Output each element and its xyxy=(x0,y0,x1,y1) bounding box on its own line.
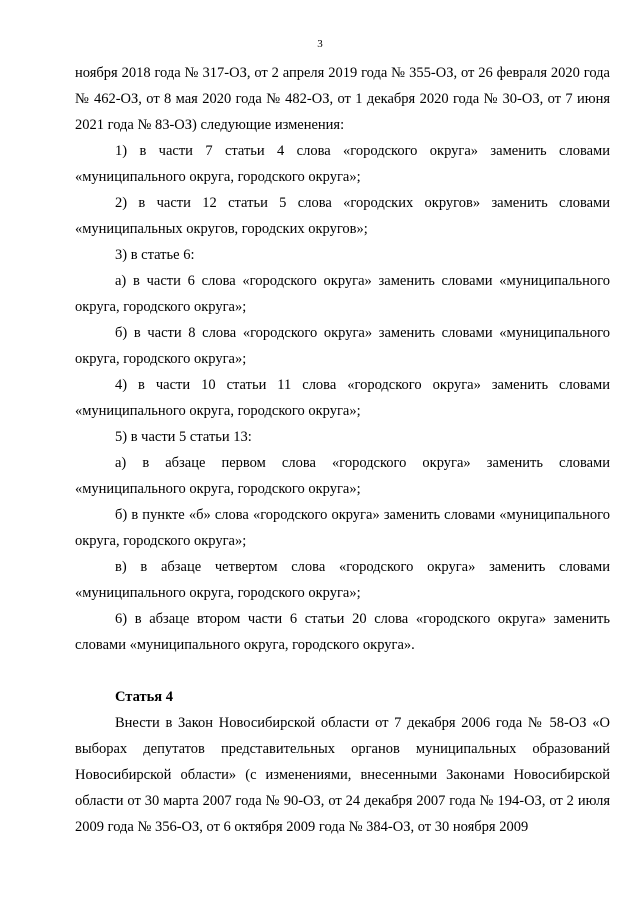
list-item-3b: б) в части 8 слова «городского округа» заменить словами «муниципального округа, городского округа»; xyxy=(75,325,610,367)
article-heading: Статья 4 xyxy=(115,689,173,705)
list-item-1: 1) в части 7 статьи 4 слова «городского округа» заменить словами «муниципального округа, городского округа»; xyxy=(75,143,610,185)
list-item-3a: а) в части 6 слова «городского округа» заменить словами «муниципального округа, городского округа»; xyxy=(75,273,610,315)
list-item-2: 2) в части 12 статьи 5 слова «городских округов» заменить словами «муниципальных округов, городских округов»; xyxy=(75,195,610,237)
list-item-5a: а) в абзаце первом слова «городского округа» заменить словами «муниципального округа, городского округа»; xyxy=(75,455,610,497)
list-item-5v: в) в абзаце четвертом слова «городского округа» заменить словами «муниципального округа, городского округа»; xyxy=(75,559,610,601)
paragraph-continuation: ноября 2018 года № 317-ОЗ, от 2 апреля 2019 года № 355-ОЗ, от 26 февраля 2020 года № 462-ОЗ, от 8 мая 2020 года № 482-ОЗ, от 1 декабря 2020 года № 30-ОЗ, от 7 июня 2021 года № 83-ОЗ) следующие изменения: xyxy=(75,65,610,133)
list-item-4: 4) в части 10 статьи 11 слова «городского округа» заменить словами «муниципального округа, городского округа»; xyxy=(75,377,610,419)
page-number: 3 xyxy=(317,38,323,50)
list-item-5: 5) в части 5 статьи 13: xyxy=(115,429,252,445)
list-item-6: 6) в абзаце втором части 6 статьи 20 слова «городского округа» заменить словами «муниципального округа, городского округа». xyxy=(75,611,610,653)
document-body xyxy=(75,60,610,840)
article-text: Внести в Закон Новосибирской области от 7 декабря 2006 года № 58-ОЗ «О выборах депутатов представительных органов муниципальных образований Новосибирской области» (с изменениями, внесенными Законами Новосибирской области от 30 марта 2007 года № 90-ОЗ, от 24 декабря 2007 года № 194-ОЗ, от 2 июля 2009 года № 356-ОЗ, от 6 октября 2009 года № 384-ОЗ, от 30 ноября 2009 xyxy=(75,715,610,835)
list-item-5b: б) в пункте «б» слова «городского округа» заменить словами «муниципального округа, городского округа»; xyxy=(75,507,610,549)
list-item-3: 3) в статье 6: xyxy=(115,247,195,263)
